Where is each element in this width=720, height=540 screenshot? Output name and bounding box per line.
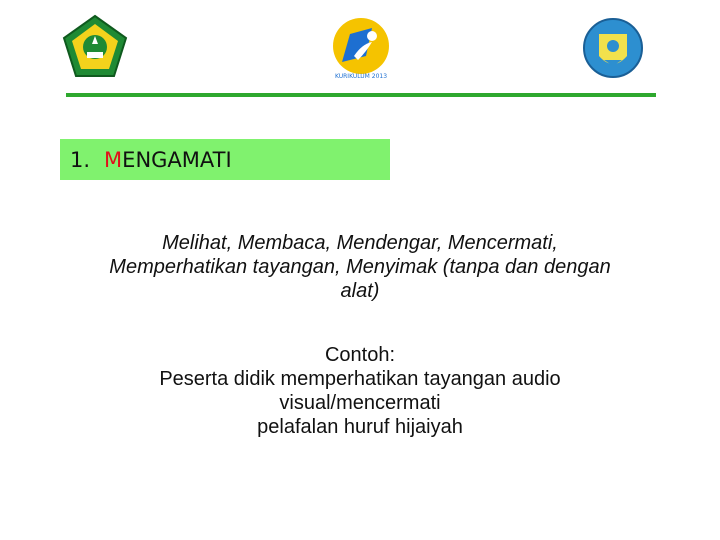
header-divider [66,93,656,97]
example-line: pelafalan huruf hijaiyah [257,416,463,438]
definition-text [30,231,690,303]
example-line: visual/mencermati [279,392,441,414]
definition-line: alat) [340,280,380,302]
heading-first-letter: M [104,147,123,172]
example-line: Peserta didik memperhatikan tayangan audio [159,368,561,390]
section-heading [60,139,390,180]
example-label: Contoh: [324,344,396,366]
kemenag-emblem-icon [62,14,128,80]
kurikulum-caption: KURIKULUM 2013 [334,73,388,80]
kurikulum-2013-logo-icon [328,16,394,80]
heading-rest: ENGAMATI [122,147,232,172]
heading-number: 1. [70,147,91,172]
definition-line: Memperhatikan tayangan, Menyimak (tanpa dan dengan [109,256,611,278]
example-text [30,343,690,439]
definition-line: Melihat, Membaca, Mendengar, Mencermati, [162,232,558,254]
tut-wuri-handayani-emblem-icon [582,16,644,80]
